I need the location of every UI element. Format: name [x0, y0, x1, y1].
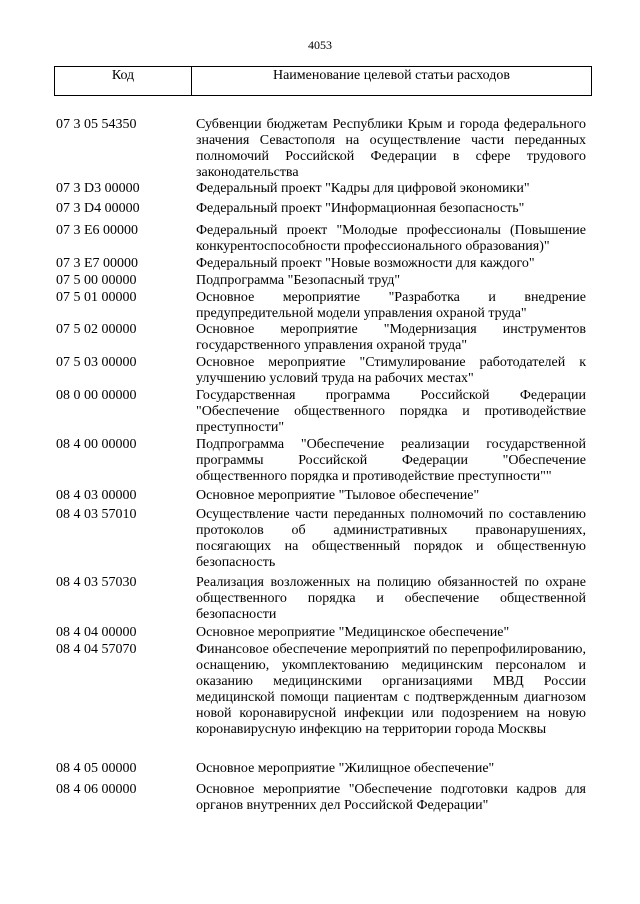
item-name: Федеральный проект "Молодые профессионалы (Повышение конкурентоспособности профессионального образования)" — [196, 223, 586, 254]
item-name: Основное мероприятие "Разработка и внедрение предупредительной модели управления охраной труда" — [196, 290, 586, 321]
item-code: 08 4 04 57070 — [56, 642, 137, 657]
item-name: Основное мероприятие "Модернизация инструментов государственного управления охраной труда" — [196, 322, 586, 353]
item-name: Подпрограмма "Обеспечение реализации государственной программы Российской Федерации "Обеспечение общественного порядка и противодействие преступности"" — [196, 437, 586, 484]
item-code: 07 3 D4 00000 — [56, 201, 140, 216]
table-row — [54, 322, 592, 354]
item-code: 07 5 02 00000 — [56, 322, 137, 337]
table-row — [54, 201, 592, 217]
item-code: 07 3 05 54350 — [56, 117, 137, 132]
item-name: Основное мероприятие "Жилищное обеспечение" — [196, 761, 495, 776]
item-name: Реализация возложенных на полицию обязанностей по охране общественного порядка и обеспечение общественной безопасности — [196, 575, 586, 622]
item-code: 08 4 06 00000 — [56, 782, 137, 797]
item-name: Федеральный проект "Кадры для цифровой экономики" — [196, 181, 530, 196]
table-row — [54, 761, 592, 777]
item-name: Основное мероприятие "Медицинское обеспечение" — [196, 625, 510, 640]
item-code: 07 3 D3 00000 — [56, 181, 140, 196]
table-row — [54, 642, 592, 738]
table-header — [54, 66, 592, 96]
table-row — [54, 181, 592, 197]
column-header-code: Код — [55, 67, 192, 95]
table-row — [54, 290, 592, 322]
item-name: Основное мероприятие "Стимулирование работодателей к улучшению условий труда на рабочих местах" — [196, 355, 586, 386]
table-row — [54, 388, 592, 436]
item-name: Основное мероприятие "Обеспечение подготовки кадров для органов внутренних дел Российской Федерации" — [196, 782, 586, 813]
item-name: Финансовое обеспечение мероприятий по перепрофилированию, оснащению, укомплектованию медицинским персоналом и оказанию медицинскими организациями МВД России медицинской помощи пациентам с подтвержденным диагнозом новой коронавирусной инфекции или подозрением на новую коронавирусную инфекцию на территории города Москвы — [196, 642, 586, 737]
item-name: Подпрограмма "Безопасный труд" — [196, 273, 401, 288]
table-row — [54, 625, 592, 641]
table-row — [54, 273, 592, 289]
item-code: 07 3 E7 00000 — [56, 256, 139, 271]
table-row — [54, 256, 592, 272]
item-code: 08 4 03 57010 — [56, 507, 137, 522]
item-code: 07 5 00 00000 — [56, 273, 137, 288]
table-row — [54, 117, 592, 181]
item-code: 08 4 05 00000 — [56, 761, 137, 776]
item-code: 08 0 00 00000 — [56, 388, 137, 403]
item-code: 07 3 E6 00000 — [56, 223, 139, 238]
item-name: Осуществление части переданных полномочий по составлению протоколов об административных правонарушениях, посягающих на общественный порядок и общественную безопасность — [196, 507, 586, 570]
item-name: Федеральный проект "Новые возможности для каждого" — [196, 256, 535, 271]
item-code: 08 4 00 00000 — [56, 437, 137, 452]
item-name: Субвенции бюджетам Республики Крым и города федерального значения Севастополя на осуществление части переданных полномочий Российской Федерации в сфере трудового законодательства — [196, 117, 586, 180]
item-code: 08 4 04 00000 — [56, 625, 137, 640]
page-number: 4053 — [308, 38, 332, 52]
item-name: Государственная программа Российской Федерации "Обеспечение общественного порядка и противодействие преступности" — [196, 388, 586, 435]
item-name: Федеральный проект "Информационная безопасность" — [196, 201, 525, 216]
table-row — [54, 437, 592, 485]
table-row — [54, 223, 592, 255]
table-row — [54, 507, 592, 571]
item-name: Основное мероприятие "Тыловое обеспечение" — [196, 488, 480, 503]
table-row — [54, 355, 592, 387]
table-row — [54, 782, 592, 814]
item-code: 07 5 01 00000 — [56, 290, 137, 305]
column-header-name: Наименование целевой статьи расходов — [272, 68, 511, 83]
table-row — [54, 488, 592, 504]
table-row — [54, 575, 592, 623]
item-code: 07 5 03 00000 — [56, 355, 137, 370]
item-code: 08 4 03 00000 — [56, 488, 137, 503]
item-code: 08 4 03 57030 — [56, 575, 137, 590]
